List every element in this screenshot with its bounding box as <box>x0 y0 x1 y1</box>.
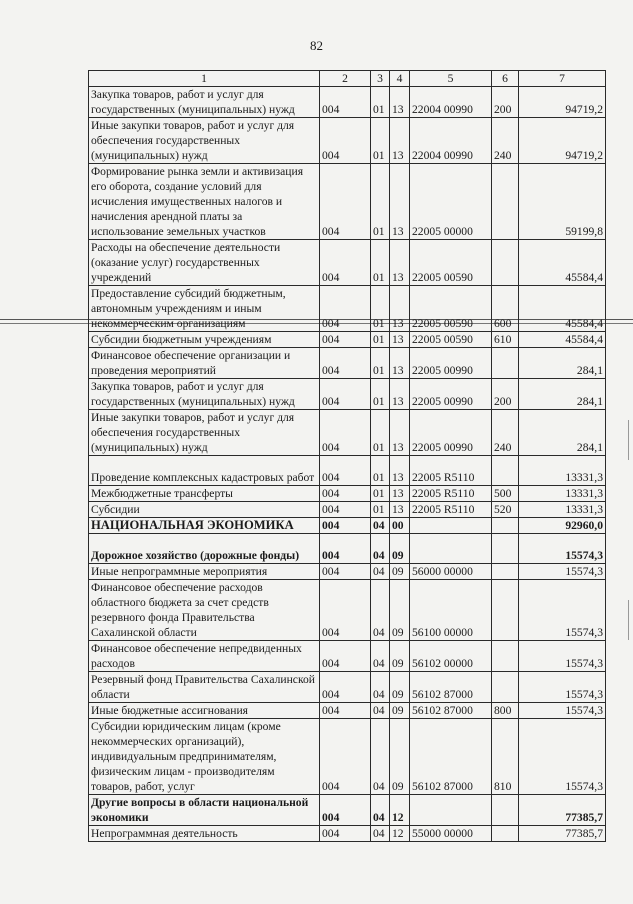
expense-type-cell <box>492 672 519 703</box>
expense-type-cell: 240 <box>492 410 519 456</box>
expense-type-cell <box>492 456 519 486</box>
expense-name-cell: Формирование рынка земли и активизация его оборота, создание условий для исчисления имущественных налогов и начисления арендной платы за использование земельных участков <box>89 164 320 240</box>
subsection-code-cell: 13 <box>390 410 410 456</box>
section-code-cell: 04 <box>371 826 390 842</box>
department-code-cell: 004 <box>320 486 371 502</box>
expense-type-cell <box>492 641 519 672</box>
expense-type-cell: 200 <box>492 87 519 118</box>
table-row <box>89 641 606 672</box>
expense-type-cell: 500 <box>492 486 519 502</box>
table-row <box>89 118 606 164</box>
target-article-cell: 56100 00000 <box>410 580 492 641</box>
subsection-code-cell: 13 <box>390 379 410 410</box>
amount-cell: 15574,3 <box>519 564 606 580</box>
amount-cell: 284,1 <box>519 410 606 456</box>
table-row <box>89 164 606 240</box>
expense-type-cell: 800 <box>492 703 519 719</box>
subsection-code-cell: 09 <box>390 641 410 672</box>
target-article-cell: 22004 00990 <box>410 87 492 118</box>
expense-name-cell: Межбюджетные трансферты <box>89 486 320 502</box>
expense-name-cell: Закупка товаров, работ и услуг для государственных (муниципальных) нужд <box>89 87 320 118</box>
department-code-cell: 004 <box>320 164 371 240</box>
amount-cell: 13331,3 <box>519 502 606 518</box>
column-number: 4 <box>390 71 410 87</box>
department-code-cell: 004 <box>320 580 371 641</box>
department-code-cell: 004 <box>320 518 371 534</box>
subsection-code-cell: 13 <box>390 486 410 502</box>
section-code-cell: 04 <box>371 564 390 580</box>
department-code-cell: 004 <box>320 534 371 564</box>
table-row <box>89 534 606 564</box>
target-article-cell: 22005 R5110 <box>410 456 492 486</box>
expense-name-cell: Резервный фонд Правительства Сахалинской области <box>89 672 320 703</box>
table-row <box>89 456 606 486</box>
expense-type-cell <box>492 795 519 826</box>
section-code-cell: 01 <box>371 240 390 286</box>
expense-type-cell: 240 <box>492 118 519 164</box>
department-code-cell: 004 <box>320 118 371 164</box>
column-number: 5 <box>410 71 492 87</box>
expense-name-cell: Другие вопросы в области национальной экономики <box>89 795 320 826</box>
amount-cell: 15574,3 <box>519 641 606 672</box>
department-code-cell: 004 <box>320 379 371 410</box>
subsection-code-cell: 09 <box>390 580 410 641</box>
department-code-cell: 004 <box>320 286 371 332</box>
subsection-code-cell: 13 <box>390 502 410 518</box>
amount-cell: 284,1 <box>519 379 606 410</box>
page-number: 82 <box>310 38 323 53</box>
expense-type-cell: 200 <box>492 379 519 410</box>
section-code-cell: 04 <box>371 641 390 672</box>
expense-name-cell: Иные закупки товаров, работ и услуг для обеспечения государственных (муниципальных) нужд <box>89 118 320 164</box>
amount-cell: 77385,7 <box>519 795 606 826</box>
expense-name-cell: Проведение комплексных кадастровых работ <box>89 456 320 486</box>
target-article-cell: 22005 00590 <box>410 332 492 348</box>
department-code-cell: 004 <box>320 87 371 118</box>
department-code-cell: 004 <box>320 348 371 379</box>
target-article-cell: 56102 87000 <box>410 719 492 795</box>
department-code-cell: 004 <box>320 641 371 672</box>
column-number-row <box>89 71 606 87</box>
column-number: 1 <box>89 71 320 87</box>
department-code-cell: 004 <box>320 332 371 348</box>
target-article-cell: 56000 00000 <box>410 564 492 580</box>
department-code-cell: 004 <box>320 672 371 703</box>
amount-cell: 92960,0 <box>519 518 606 534</box>
subsection-code-cell: 09 <box>390 703 410 719</box>
section-code-cell: 04 <box>371 703 390 719</box>
target-article-cell: 56102 87000 <box>410 672 492 703</box>
section-code-cell: 01 <box>371 118 390 164</box>
subsection-code-cell: 13 <box>390 87 410 118</box>
target-article-cell: 22004 00990 <box>410 118 492 164</box>
section-code-cell: 04 <box>371 534 390 564</box>
target-article-cell: 22005 R5110 <box>410 486 492 502</box>
section-code-cell: 01 <box>371 379 390 410</box>
expense-type-cell <box>492 518 519 534</box>
expense-name-cell: Закупка товаров, работ и услуг для государственных (муниципальных) нужд <box>89 379 320 410</box>
subsection-code-cell: 09 <box>390 719 410 795</box>
subsection-code-cell: 13 <box>390 332 410 348</box>
table-row <box>89 719 606 795</box>
amount-cell: 13331,3 <box>519 486 606 502</box>
amount-cell: 13331,3 <box>519 456 606 486</box>
table-row <box>89 672 606 703</box>
expense-type-cell <box>492 826 519 842</box>
expense-name-cell: Субсидии бюджетным учреждениям <box>89 332 320 348</box>
expense-name-cell: Иные непрограммные мероприятия <box>89 564 320 580</box>
subsection-code-cell: 13 <box>390 286 410 332</box>
expense-type-cell <box>492 564 519 580</box>
expense-name-cell: Дорожное хозяйство (дорожные фонды) <box>89 534 320 564</box>
section-code-cell: 04 <box>371 719 390 795</box>
subsection-code-cell: 09 <box>390 534 410 564</box>
subsection-code-cell: 13 <box>390 348 410 379</box>
subsection-code-cell: 09 <box>390 564 410 580</box>
budget-table <box>88 70 606 842</box>
expense-name-cell: НАЦИОНАЛЬНАЯ ЭКОНОМИКА <box>89 518 320 534</box>
subsection-code-cell: 13 <box>390 240 410 286</box>
expense-type-cell: 810 <box>492 719 519 795</box>
target-article-cell: 22005 00590 <box>410 240 492 286</box>
subsection-code-cell: 12 <box>390 795 410 826</box>
expense-name-cell: Предоставление субсидий бюджетным, автономным учреждениям и иным некоммерческим организациям <box>89 286 320 332</box>
table-row <box>89 286 606 332</box>
amount-cell: 77385,7 <box>519 826 606 842</box>
table-row <box>89 502 606 518</box>
table-row <box>89 564 606 580</box>
target-article-cell: 22005 00990 <box>410 379 492 410</box>
subsection-code-cell: 12 <box>390 826 410 842</box>
table-row <box>89 348 606 379</box>
department-code-cell: 004 <box>320 795 371 826</box>
target-article-cell: 56102 00000 <box>410 641 492 672</box>
expense-type-cell: 610 <box>492 332 519 348</box>
expense-type-cell: 520 <box>492 502 519 518</box>
table-row <box>89 379 606 410</box>
section-code-cell: 01 <box>371 486 390 502</box>
department-code-cell: 004 <box>320 502 371 518</box>
expense-name-cell: Финансовое обеспечение непредвиденных расходов <box>89 641 320 672</box>
scan-edge-mark <box>628 420 629 460</box>
amount-cell: 15574,3 <box>519 534 606 564</box>
table-row <box>89 332 606 348</box>
department-code-cell: 004 <box>320 703 371 719</box>
section-code-cell: 04 <box>371 518 390 534</box>
department-code-cell: 004 <box>320 719 371 795</box>
subsection-code-cell: 13 <box>390 164 410 240</box>
amount-cell: 45584,4 <box>519 332 606 348</box>
section-code-cell: 04 <box>371 795 390 826</box>
expense-name-cell: Иные закупки товаров, работ и услуг для обеспечения государственных (муниципальных) нужд <box>89 410 320 456</box>
expense-type-cell: 600 <box>492 286 519 332</box>
target-article-cell <box>410 795 492 826</box>
amount-cell: 59199,8 <box>519 164 606 240</box>
department-code-cell: 004 <box>320 240 371 286</box>
table-row <box>89 826 606 842</box>
section-code-cell: 04 <box>371 672 390 703</box>
target-article-cell: 22005 00990 <box>410 410 492 456</box>
amount-cell: 15574,3 <box>519 703 606 719</box>
expense-name-cell: Субсидии юридическим лицам (кроме некоммерческих организаций), индивидуальным предпринимателям, физическим лицам - производителям товаров, работ, услуг <box>89 719 320 795</box>
subsection-code-cell: 13 <box>390 456 410 486</box>
table-row <box>89 486 606 502</box>
table-row <box>89 518 606 534</box>
column-number: 6 <box>492 71 519 87</box>
table-row <box>89 703 606 719</box>
department-code-cell: 004 <box>320 410 371 456</box>
target-article-cell: 56102 87000 <box>410 703 492 719</box>
target-article-cell: 22005 00990 <box>410 348 492 379</box>
target-article-cell: 55000 00000 <box>410 826 492 842</box>
table-row <box>89 240 606 286</box>
target-article-cell: 22005 00590 <box>410 286 492 332</box>
subsection-code-cell: 00 <box>390 518 410 534</box>
amount-cell: 15574,3 <box>519 672 606 703</box>
target-article-cell <box>410 534 492 564</box>
section-code-cell: 01 <box>371 332 390 348</box>
expense-name-cell: Финансовое обеспечение расходов областного бюджета за счет средств резервного фонда Правительства Сахалинской области <box>89 580 320 641</box>
column-number: 7 <box>519 71 606 87</box>
section-code-cell: 01 <box>371 410 390 456</box>
amount-cell: 15574,3 <box>519 580 606 641</box>
section-code-cell: 01 <box>371 286 390 332</box>
expense-type-cell <box>492 348 519 379</box>
expense-name-cell: Субсидии <box>89 502 320 518</box>
expense-type-cell <box>492 164 519 240</box>
target-article-cell: 22005 R5110 <box>410 502 492 518</box>
expense-name-cell: Расходы на обеспечение деятельности (оказание услуг) государственных учреждений <box>89 240 320 286</box>
target-article-cell <box>410 518 492 534</box>
department-code-cell: 004 <box>320 456 371 486</box>
section-code-cell: 01 <box>371 164 390 240</box>
subsection-code-cell: 13 <box>390 118 410 164</box>
amount-cell: 94719,2 <box>519 118 606 164</box>
amount-cell: 15574,3 <box>519 719 606 795</box>
department-code-cell: 004 <box>320 564 371 580</box>
expense-type-cell <box>492 240 519 286</box>
section-code-cell: 01 <box>371 456 390 486</box>
department-code-cell: 004 <box>320 826 371 842</box>
table-row <box>89 580 606 641</box>
expense-name-cell: Финансовое обеспечение организации и проведения мероприятий <box>89 348 320 379</box>
section-code-cell: 04 <box>371 580 390 641</box>
expense-name-cell: Непрограммная деятельность <box>89 826 320 842</box>
section-code-cell: 01 <box>371 87 390 118</box>
section-code-cell: 01 <box>371 348 390 379</box>
table-row <box>89 795 606 826</box>
section-code-cell: 01 <box>371 502 390 518</box>
subsection-code-cell: 09 <box>390 672 410 703</box>
column-number: 3 <box>371 71 390 87</box>
table-row <box>89 87 606 118</box>
target-article-cell: 22005 00000 <box>410 164 492 240</box>
amount-cell: 45584,4 <box>519 240 606 286</box>
amount-cell: 94719,2 <box>519 87 606 118</box>
table-row <box>89 410 606 456</box>
column-number: 2 <box>320 71 371 87</box>
scan-edge-mark <box>628 600 629 640</box>
amount-cell: 284,1 <box>519 348 606 379</box>
expense-name-cell: Иные бюджетные ассигнования <box>89 703 320 719</box>
expense-type-cell <box>492 534 519 564</box>
expense-type-cell <box>492 580 519 641</box>
amount-cell: 45584,4 <box>519 286 606 332</box>
